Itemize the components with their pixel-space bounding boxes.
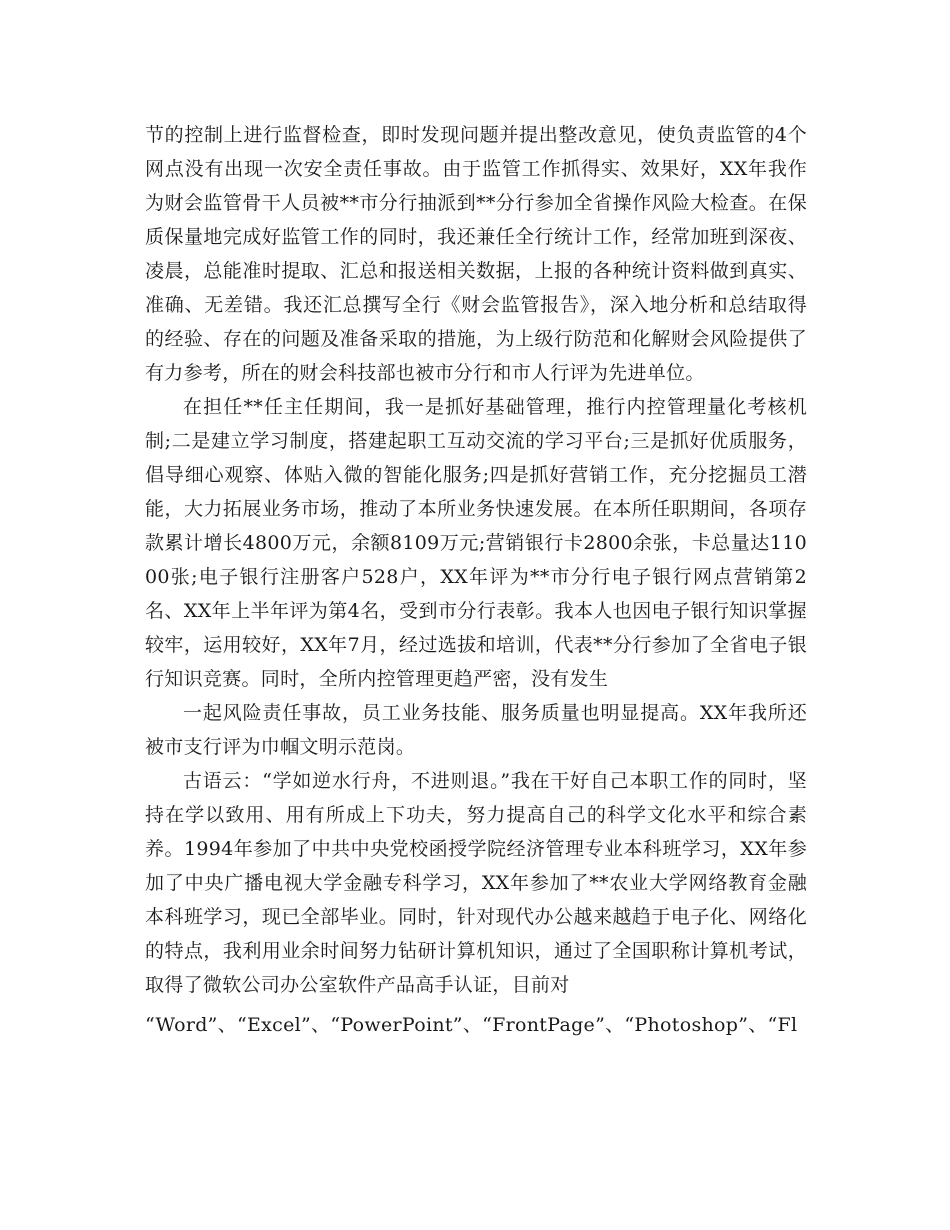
paragraph-branch-director: 在担任**任主任期间，我一是抓好基础管理，推行内控管理量化考核机制;二是建立学习制度，搭建起职工互动交流的学习平台;三是抓好优质服务，倡导细心观察、体贴入微的智能化服务;四是抓好营销工作，充分挖掘员工潜能，大力拓展业务市场，推动了本所业务快速发展。在本所任职期间，各项存款累计增长4800万元，余额8109万元;营销银行卡2800余张，卡总量达11000张;电子银行注册客户528户，XX年评为**市分行电子银行网点营销第2名、XX年上半年评为第4名，受到市分行表彰。我本人也因电子银行知识掌握较牢，运用较好，XX年7月，经过选拔和培训，代表**分行参加了全省电子银行知识竞赛。同时，全所内控管理更趋严密，没有发生 — [145, 396, 807, 690]
paragraph-software-list: “Word”、“Excel”、“PowerPoint”、“FrontPage”、“Photoshop”、“Fl — [145, 1014, 798, 1036]
paragraph-risk-free: 一起风险责任事故，员工业务技能、服务质量也明显提高。XX年我所还被市支行评为巾帼文明示范岗。 — [145, 702, 807, 758]
document-body — [145, 118, 807, 1042]
paragraph-study: 古语云：“学如逆水行舟，不进则退。”我在干好自己本职工作的同时，坚持在学以致用、用有所成上下功夫，努力提高自己的科学文化水平和综合素养。1994年参加了中共中央党校函授学院经济管理专业本科班学习，XX年参加了中央广播电视大学金融专科学习，XX年参加了**农业大学网络教育金融本科班学习，现已全部毕业。同时，针对现代办公越来越趋于电子化、网络化的特点，我利用业余时间努力钻研计算机知识，通过了全国职称计算机考试，取得了微软公司办公室软件产品高手认证，目前对 — [145, 770, 807, 996]
paragraph-work-supervision: 节的控制上进行监督检查，即时发现问题并提出整改意见，使负责监管的4个网点没有出现一次安全责任事故。由于监管工作抓得实、效果好，XX年我作为财会监管骨干人员被**市分行抽派到**分行参加全省操作风险大检查。在保质保量地完成好监管工作的同时，我还兼任全行统计工作，经常加班到深夜、凌晨，总能准时提取、汇总和报送相关数据，上报的各种统计资料做到真实、准确、无差错。我还汇总撰写全行《财会监管报告》，深入地分析和总结取得的经验、存在的问题及准备采取的措施，为上级行防范和化解财会风险提供了有力参考，所在的财会科技部也被市分行和市人行评为先进单位。 — [145, 124, 807, 384]
